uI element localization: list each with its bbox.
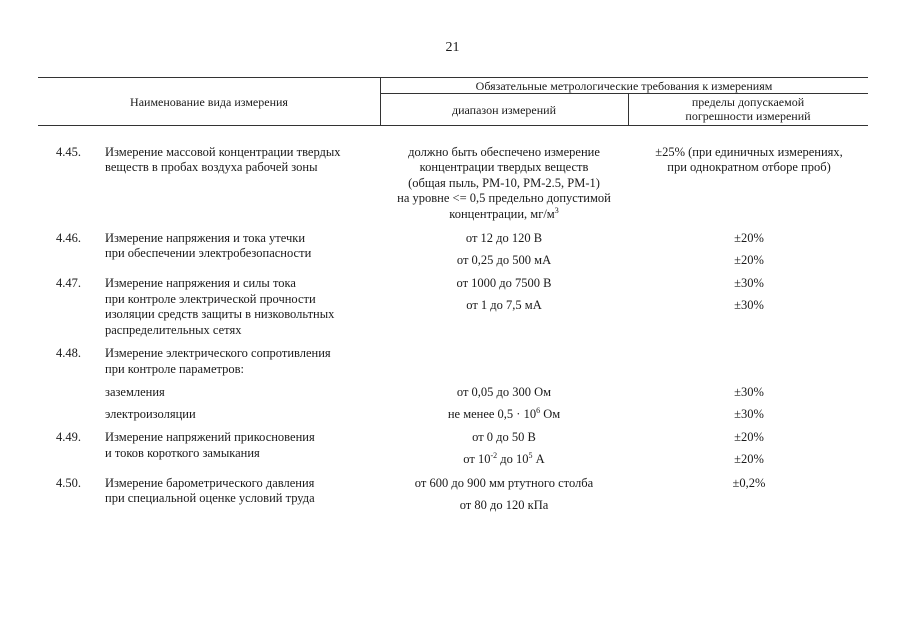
error-value: ±30%	[734, 276, 764, 290]
header-bottom-rule	[38, 125, 868, 126]
row-name-line: Измерение электрического сопротивления	[105, 346, 331, 360]
range-line-units	[380, 207, 628, 223]
superscript: 3	[554, 206, 559, 215]
header-mid-rule	[380, 93, 868, 94]
error-value: ±30%	[734, 407, 764, 421]
error-line: ±25% (при единичных измерениях,	[655, 145, 843, 159]
row-name-line: Измерение напряжений прикосновения	[105, 430, 315, 444]
range-value: от 1 до 7,5 мА	[466, 298, 542, 312]
sub-item-name: электроизоляции	[105, 407, 196, 421]
range-value: от 0,25 до 500 мА	[456, 253, 552, 267]
range-text: не менее 0,5 · 10	[447, 407, 537, 421]
header-col-range: диапазон измерений	[451, 103, 557, 117]
row-name-line: при контроле параметров:	[105, 362, 244, 376]
range-line: должно быть обеспечено измерение	[408, 145, 600, 159]
row-name-line: при специальной оценке условий труда	[105, 491, 315, 505]
sub-item-name: заземления	[105, 385, 165, 399]
range-text: до 10	[497, 452, 529, 466]
row-name-line: и токов короткого замыкания	[105, 446, 260, 460]
range-line: концентрации твердых веществ	[419, 160, 589, 174]
row-name-line: Измерение массовой концентрации твердых	[105, 145, 341, 159]
range-text: А	[532, 452, 545, 466]
header-top-rule	[38, 77, 868, 78]
error-value: ±0,2%	[732, 476, 766, 490]
range-value: от 0,05 до 300 Ом	[456, 385, 552, 399]
error-line: при однократном отборе проб)	[667, 160, 831, 174]
error-value: ±20%	[734, 430, 764, 444]
superscript: 5	[528, 451, 533, 460]
range-text: концентрации, мг/м	[449, 207, 555, 221]
header-col-group: Обязательные метрологические требования к измерениям	[475, 79, 773, 93]
row-number: 4.46.	[56, 231, 81, 245]
row-name-line: при контроле электрической прочности	[105, 292, 316, 306]
range-text: Ом	[540, 407, 561, 421]
range-value: от 1000 до 7500 В	[456, 276, 552, 290]
error-value: ±20%	[734, 231, 764, 245]
range-value: от 80 до 120 кПа	[459, 498, 549, 512]
range-line: на уровне <= 0,5 предельно допустимой	[397, 191, 611, 205]
range-text: от 10	[463, 452, 491, 466]
header-col-error-2: погрешности измерений	[685, 109, 811, 123]
row-name-line: распределительных сетях	[105, 323, 242, 337]
row-number: 4.48.	[56, 346, 81, 360]
row-number: 4.47.	[56, 276, 81, 290]
error-value: ±20%	[734, 452, 764, 466]
header-col-error-1: пределы допускаемой	[691, 95, 805, 109]
row-name-line: изоляции средств защиты в низковольтных	[105, 307, 335, 321]
range-value: от 600 до 900 мм ртутного столба	[414, 476, 594, 490]
superscript: -2	[490, 451, 498, 460]
row-name-line: веществ в пробах воздуха рабочей зоны	[105, 160, 318, 174]
range-line: (общая пыль, PM-10, PM-2.5, PM-1)	[408, 176, 600, 190]
page-number: 21	[445, 40, 460, 55]
header-col-name: Наименование вида измерения	[130, 95, 288, 109]
error-value: ±30%	[734, 385, 764, 399]
superscript: 6	[536, 406, 541, 415]
range-value	[380, 452, 628, 468]
row-number: 4.49.	[56, 430, 81, 444]
range-value: от 12 до 120 В	[465, 231, 543, 245]
range-value: от 0 до 50 В	[472, 430, 536, 444]
row-name-line: при обеспечении электробезопасности	[105, 246, 312, 260]
row-name-line: Измерение барометрического давления	[105, 476, 315, 490]
error-value: ±30%	[734, 298, 764, 312]
range-value	[380, 407, 628, 423]
row-name-line: Измерение напряжения и силы тока	[105, 276, 296, 290]
row-number: 4.50.	[56, 476, 81, 490]
row-name-line: Измерение напряжения и тока утечки	[105, 231, 306, 245]
error-value: ±20%	[734, 253, 764, 267]
row-number: 4.45.	[56, 145, 81, 159]
